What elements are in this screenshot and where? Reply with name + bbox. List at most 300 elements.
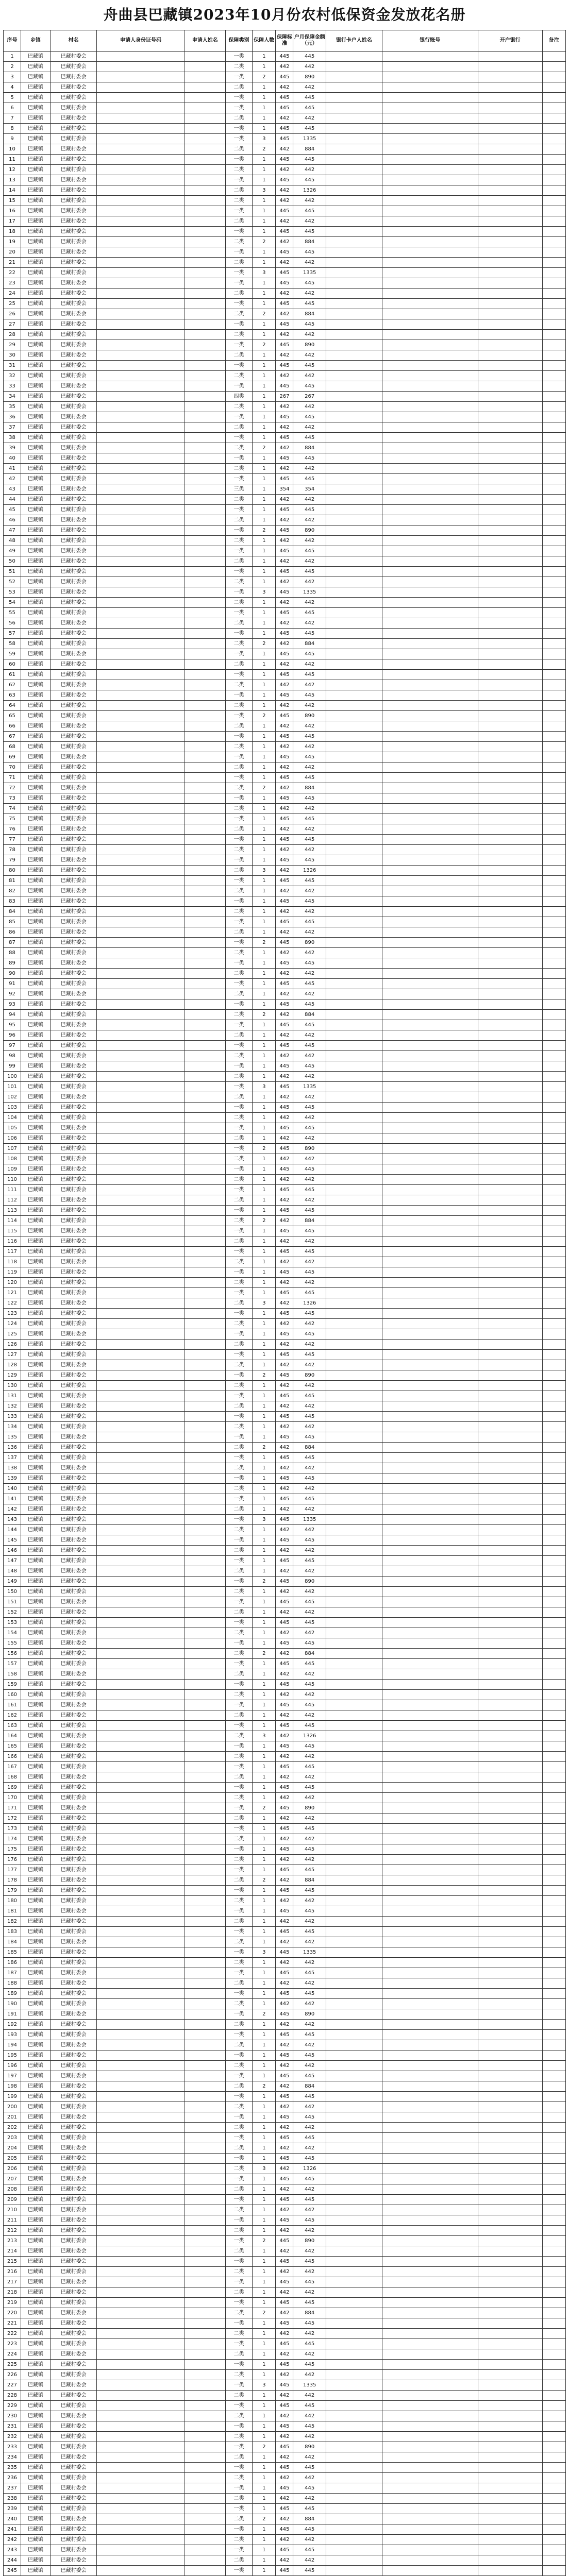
cell-count: 1 [253,1659,276,1669]
cell-count: 1 [253,2452,276,2463]
cell-bank-holder [326,1401,382,1412]
cell-town: 巴藏镇 [21,1360,51,1370]
cell-id-number [97,93,185,103]
cell-note [542,896,565,907]
cell-id-number [97,350,185,361]
cell-amount: 442 [293,701,326,711]
table-row [4,948,566,958]
cell-seq: 9 [4,134,21,144]
cell-bank-holder [326,886,382,896]
cell-bank-account [382,2081,478,2092]
cell-seq: 204 [4,2143,21,2154]
table-row [4,2535,566,2545]
cell-standard: 445 [276,629,293,639]
cell-id-number [97,144,185,155]
cell-seq: 244 [4,2555,21,2566]
cell-open-bank [478,361,542,371]
cell-bank-holder [326,2061,382,2071]
cell-category: 二类 [225,804,252,814]
cell-name [185,742,225,752]
cell-town: 巴藏镇 [21,1494,51,1504]
cell-count: 1 [253,402,276,412]
cell-category: 一类 [225,587,252,598]
cell-standard: 442 [276,2370,293,2380]
cell-bank-holder [326,1030,382,1041]
cell-seq: 198 [4,2081,21,2092]
cell-bank-holder [326,1783,382,1793]
cell-standard: 445 [276,2154,293,2164]
table-row [4,1453,566,1463]
cell-bank-holder [326,361,382,371]
cell-open-bank [478,2246,542,2257]
cell-count: 2 [253,443,276,453]
table-row [4,2442,566,2452]
cell-village: 巴藏村委会 [50,1164,97,1175]
cell-seq: 59 [4,649,21,659]
cell-seq: 190 [4,1999,21,2009]
cell-amount: 445 [293,2174,326,2184]
cell-open-bank [478,1659,542,1669]
cell-amount: 445 [293,896,326,907]
cell-category: 一类 [225,474,252,484]
cell-village: 巴藏村委会 [50,1649,97,1659]
cell-count: 1 [253,2555,276,2566]
cell-standard: 445 [276,732,293,742]
cell-bank-account [382,392,478,402]
cell-village: 巴藏村委会 [50,1443,97,1453]
table-row [4,876,566,886]
cell-bank-account [382,1535,478,1546]
cell-name [185,2339,225,2349]
cell-id-number [97,1401,185,1412]
cell-amount: 445 [293,2318,326,2329]
cell-note [542,1412,565,1422]
cell-bank-account [382,948,478,958]
cell-name [185,1587,225,1597]
cell-town: 巴藏镇 [21,1092,51,1103]
cell-category: 二类 [225,2040,252,2050]
cell-open-bank [478,2349,542,2360]
cell-open-bank [478,2545,542,2555]
cell-open-bank [478,2154,542,2164]
cell-village: 巴藏村委会 [50,2009,97,2020]
cell-seq: 114 [4,1216,21,1226]
cell-name [185,567,225,577]
cell-name [185,52,225,62]
cell-name [185,1195,225,1206]
cell-town: 巴藏镇 [21,247,51,258]
cell-count: 1 [253,216,276,227]
cell-category: 一类 [225,979,252,989]
cell-open-bank [478,2050,542,2061]
table-row [4,443,566,453]
cell-seq: 14 [4,185,21,196]
table-row [4,1947,566,1958]
cell-category: 一类 [225,546,252,556]
table-row [4,196,566,206]
cell-bank-holder [326,62,382,72]
cell-bank-holder [326,1721,382,1731]
cell-village: 巴藏村委会 [50,1072,97,1082]
cell-count: 1 [253,824,276,835]
cell-id-number [97,2236,185,2246]
cell-note [542,2205,565,2215]
cell-village: 巴藏村委会 [50,340,97,350]
cell-standard: 442 [276,2555,293,2566]
cell-seq: 17 [4,216,21,227]
cell-seq: 147 [4,1556,21,1566]
cell-category: 一类 [225,1123,252,1133]
cell-bank-holder [326,598,382,608]
cell-open-bank [478,2401,542,2411]
cell-bank-account [382,1319,478,1329]
table-row [4,1535,566,1546]
cell-amount: 445 [293,649,326,659]
cell-note [542,556,565,567]
cell-town: 巴藏镇 [21,1463,51,1473]
cell-seq: 102 [4,1092,21,1103]
cell-bank-account [382,886,478,896]
cell-village: 巴藏村委会 [50,1989,97,1999]
table-row [4,598,566,608]
cell-town: 巴藏镇 [21,1309,51,1319]
cell-standard: 442 [276,1669,293,1680]
cell-id-number [97,546,185,556]
cell-note [542,2123,565,2133]
cell-seq: 74 [4,804,21,814]
cell-standard: 445 [276,1680,293,1690]
cell-count: 1 [253,649,276,659]
cell-category: 二类 [225,2391,252,2401]
cell-open-bank [478,1731,542,1741]
cell-bank-holder [326,2380,382,2391]
cell-village: 巴藏村委会 [50,2545,97,2555]
cell-note [542,2102,565,2112]
cell-count: 1 [253,1989,276,1999]
cell-standard: 442 [276,1175,293,1185]
cell-open-bank [478,1875,542,1886]
cell-open-bank [478,2257,542,2267]
cell-standard: 442 [276,1587,293,1597]
cell-bank-holder [326,989,382,999]
cell-standard: 445 [276,2174,293,2184]
cell-name [185,1669,225,1680]
table-row [4,526,566,536]
cell-amount: 445 [293,278,326,289]
cell-category: 一类 [225,1144,252,1154]
cell-id-number [97,2566,185,2576]
cell-town: 巴藏镇 [21,2391,51,2401]
cell-open-bank [478,1865,542,1875]
cell-name [185,258,225,268]
cell-bank-holder [326,289,382,299]
cell-village: 巴藏村委会 [50,299,97,309]
cell-bank-holder [326,1896,382,1906]
cell-bank-holder [326,2236,382,2246]
cell-amount: 445 [293,299,326,309]
cell-note [542,1958,565,1968]
cell-category: 一类 [225,1226,252,1236]
cell-amount: 445 [293,1659,326,1669]
cell-note [542,773,565,783]
cell-bank-holder [326,2401,382,2411]
table-row [4,1937,566,1947]
cell-name [185,1257,225,1267]
cell-town: 巴藏镇 [21,2401,51,2411]
cell-seq: 81 [4,876,21,886]
cell-category: 一类 [225,319,252,330]
cell-town: 巴藏镇 [21,237,51,247]
cell-name [185,72,225,82]
cell-open-bank [478,1370,542,1381]
cell-note [542,1319,565,1329]
table-row [4,1978,566,1989]
cell-category: 二类 [225,2164,252,2174]
cell-seq: 34 [4,392,21,402]
cell-bank-account [382,587,478,598]
cell-bank-holder [326,1556,382,1566]
cell-note [542,732,565,742]
cell-id-number [97,2092,185,2102]
cell-village: 巴藏村委会 [50,2071,97,2081]
cell-open-bank [478,247,542,258]
cell-standard: 442 [276,1443,293,1453]
cell-standard: 442 [276,1257,293,1267]
cell-count: 1 [253,917,276,927]
cell-bank-account [382,1195,478,1206]
cell-name [185,1855,225,1865]
cell-town: 巴藏镇 [21,2164,51,2174]
cell-amount: 445 [293,52,326,62]
cell-seq: 218 [4,2287,21,2298]
cell-note [542,2514,565,2524]
table-row [4,866,566,876]
cell-id-number [97,1721,185,1731]
cell-note [542,2030,565,2040]
cell-town: 巴藏镇 [21,1370,51,1381]
cell-note [542,1721,565,1731]
cell-village: 巴藏村委会 [50,1103,97,1113]
cell-town: 巴藏镇 [21,1164,51,1175]
cell-id-number [97,278,185,289]
cell-town: 巴藏镇 [21,1236,51,1247]
cell-name [185,659,225,670]
cell-name [185,484,225,495]
cell-count: 1 [253,536,276,546]
cell-standard: 442 [276,1401,293,1412]
cell-standard: 442 [276,1814,293,1824]
cell-name [185,2287,225,2298]
cell-bank-holder [326,2123,382,2133]
cell-amount: 442 [293,1958,326,1968]
cell-standard: 445 [276,1123,293,1133]
cell-town: 巴藏镇 [21,381,51,392]
cell-village: 巴藏村委会 [50,2123,97,2133]
cell-name [185,618,225,629]
cell-id-number [97,1247,185,1257]
cell-bank-account [382,989,478,999]
cell-category: 二类 [225,1154,252,1164]
cell-open-bank [478,2184,542,2195]
cell-open-bank [478,113,542,124]
cell-bank-holder [326,2287,382,2298]
cell-id-number [97,629,185,639]
cell-bank-holder [326,2360,382,2370]
cell-bank-holder [326,2257,382,2267]
cell-village: 巴藏村委会 [50,824,97,835]
cell-town: 巴藏镇 [21,1267,51,1278]
cell-village: 巴藏村委会 [50,1741,97,1752]
cell-note [542,1649,565,1659]
cell-name [185,443,225,453]
cell-category: 一类 [225,1370,252,1381]
cell-town: 巴藏镇 [21,515,51,526]
cell-category: 二类 [225,2555,252,2566]
cell-amount: 442 [293,2391,326,2401]
cell-amount: 890 [293,1577,326,1587]
cell-name [185,1185,225,1195]
cell-bank-holder [326,804,382,814]
cell-standard: 445 [276,175,293,185]
cell-standard: 442 [276,1855,293,1865]
cell-name [185,1772,225,1783]
cell-bank-holder [326,1855,382,1865]
cell-village: 巴藏村委会 [50,453,97,464]
cell-seq: 6 [4,103,21,113]
cell-id-number [97,1680,185,1690]
cell-open-bank [478,1267,542,1278]
cell-seq: 226 [4,2370,21,2380]
cell-count: 1 [253,2463,276,2473]
cell-bank-holder [326,2092,382,2102]
cell-seq: 136 [4,1443,21,1453]
cell-open-bank [478,258,542,268]
cell-note [542,1824,565,1834]
cell-note [542,1886,565,1896]
cell-village: 巴藏村委会 [50,1587,97,1597]
cell-name [185,1566,225,1577]
cell-town: 巴藏镇 [21,453,51,464]
cell-count: 1 [253,1473,276,1484]
cell-village: 巴藏村委会 [50,196,97,206]
cell-amount: 442 [293,515,326,526]
cell-amount: 442 [293,464,326,474]
cell-name [185,2143,225,2154]
table-row [4,1267,566,1278]
cell-name [185,2112,225,2123]
cell-seq: 155 [4,1638,21,1649]
cell-category: 二类 [225,948,252,958]
cell-bank-holder [326,1917,382,1927]
cell-standard: 445 [276,1886,293,1896]
cell-bank-account [382,1257,478,1267]
cell-name [185,2205,225,2215]
cell-category: 一类 [225,1680,252,1690]
cell-open-bank [478,1680,542,1690]
cell-note [542,1772,565,1783]
cell-seq: 41 [4,464,21,474]
cell-bank-holder [326,505,382,515]
cell-bank-account [382,845,478,855]
cell-village: 巴藏村委会 [50,1535,97,1546]
cell-note [542,1865,565,1875]
cell-name [185,845,225,855]
cell-open-bank [478,1824,542,1834]
cell-note [542,299,565,309]
cell-id-number [97,1216,185,1226]
cell-village: 巴藏村委会 [50,258,97,268]
cell-bank-holder [326,2391,382,2401]
cell-name [185,134,225,144]
cell-count: 1 [253,2524,276,2535]
cell-count: 1 [253,2174,276,2184]
cell-id-number [97,1525,185,1535]
table-row [4,495,566,505]
cell-standard: 442 [276,1319,293,1329]
cell-standard: 442 [276,680,293,690]
cell-id-number [97,2050,185,2061]
cell-bank-account [382,2236,478,2246]
cell-village: 巴藏村委会 [50,2277,97,2287]
cell-id-number [97,340,185,350]
cell-town: 巴藏镇 [21,484,51,495]
cell-open-bank [478,742,542,752]
cell-seq: 18 [4,227,21,237]
cell-town: 巴藏镇 [21,1762,51,1772]
cell-amount: 445 [293,1473,326,1484]
cell-town: 巴藏镇 [21,2174,51,2184]
cell-id-number [97,907,185,917]
cell-open-bank [478,2535,542,2545]
cell-category: 二类 [225,824,252,835]
cell-standard: 442 [276,556,293,567]
cell-bank-account [382,464,478,474]
cell-id-number [97,155,185,165]
table-row [4,1195,566,1206]
cell-village: 巴藏村委会 [50,52,97,62]
cell-standard: 445 [276,2092,293,2102]
cell-name [185,1103,225,1113]
cell-amount: 442 [293,2287,326,2298]
table-row [4,1412,566,1422]
cell-count: 1 [253,1133,276,1144]
cell-count: 1 [253,2329,276,2339]
cell-name [185,2040,225,2050]
table-row [4,2483,566,2494]
cell-seq: 151 [4,1597,21,1607]
cell-open-bank [478,1030,542,1041]
cell-category: 二类 [225,1690,252,1700]
cell-bank-holder [326,1154,382,1164]
cell-category: 二类 [225,2123,252,2133]
cell-standard: 442 [276,969,293,979]
cell-bank-holder [326,608,382,618]
cell-standard: 445 [276,72,293,82]
cell-bank-account [382,1061,478,1072]
table-row [4,639,566,649]
cell-village: 巴藏村委会 [50,814,97,824]
cell-bank-account [382,1525,478,1535]
cell-seq: 52 [4,577,21,587]
cell-bank-holder [326,2463,382,2473]
cell-bank-account [382,2452,478,2463]
cell-open-bank [478,1422,542,1432]
cell-category: 一类 [225,711,252,721]
cell-id-number [97,1412,185,1422]
cell-note [542,690,565,701]
cell-count: 2 [253,2009,276,2020]
cell-seq: 212 [4,2226,21,2236]
